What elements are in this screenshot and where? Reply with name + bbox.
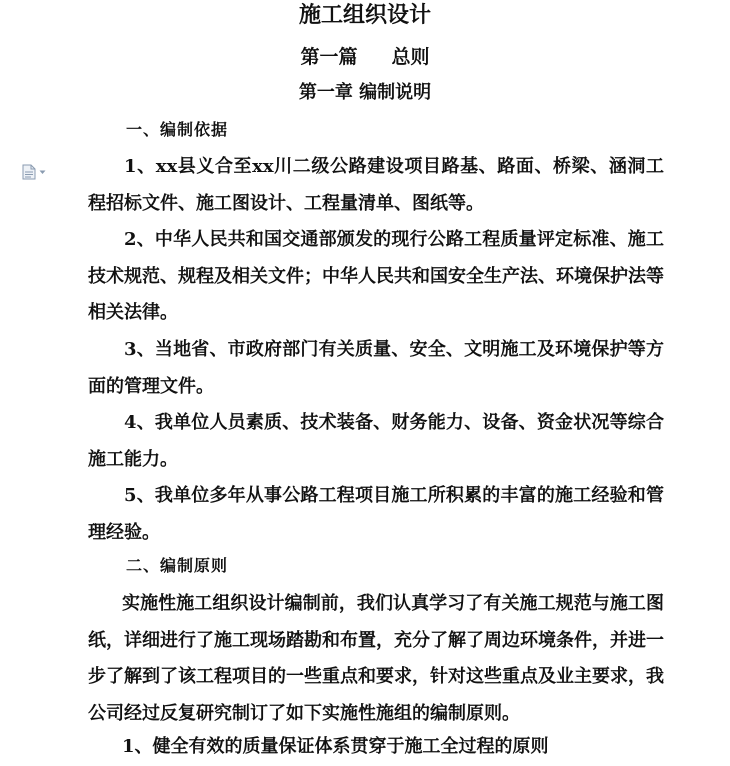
- document-title: 施工组织设计: [298, 2, 431, 28]
- part-name: 总则: [391, 46, 430, 68]
- chevron-down-icon: [39, 170, 46, 175]
- basis-item-2: 2、中华人民共和国交通部颁发的现行公路工程质量评定标准、施工技术规范、规程及相关文件；中华人民共和国安全生产法、环境保护法等相关法律。: [88, 229, 664, 323]
- section-heading-basis: 一、编制依据: [126, 120, 229, 139]
- part-heading: [0, 44, 730, 70]
- section-heading-principles: 二、编制原则: [126, 556, 229, 575]
- basis-item-1: 1、xx县义合至xx川二级公路建设项目路基、路面、桥梁、涵洞工程招标文件、施工图设计、工程量清单、图纸等。: [88, 156, 664, 214]
- basis-item-5: 5、我单位多年从事公路工程项目施工所积累的丰富的施工经验和管理经验。: [88, 485, 664, 543]
- principle-item-1: 1、健全有效的质量保证体系贯穿于施工全过程的原则: [122, 736, 549, 757]
- paragraph-menu[interactable]: [22, 164, 48, 180]
- basis-item-3: 3、当地省、市政府部门有关质量、安全、文明施工及环境保护等方面的管理文件。: [88, 339, 664, 397]
- principles-intro: 实施性施工组织设计编制前，我们认真学习了有关施工规范与施工图纸，详细进行了施工现场踏勘和布置，充分了解了周边环境条件，并进一步了解到了该工程项目的一些重点和要求，针对这些重点及业主要求，我公司经过反复研究制订了如下实施性施组的编制原则。: [88, 593, 664, 724]
- chapter-heading: 第一章 编制说明: [298, 82, 432, 103]
- document-icon: [22, 164, 36, 180]
- basis-item-4: 4、我单位人员素质、技术装备、财务能力、设备、资金状况等综合施工能力。: [88, 412, 664, 470]
- part-number: 第一篇: [300, 46, 358, 68]
